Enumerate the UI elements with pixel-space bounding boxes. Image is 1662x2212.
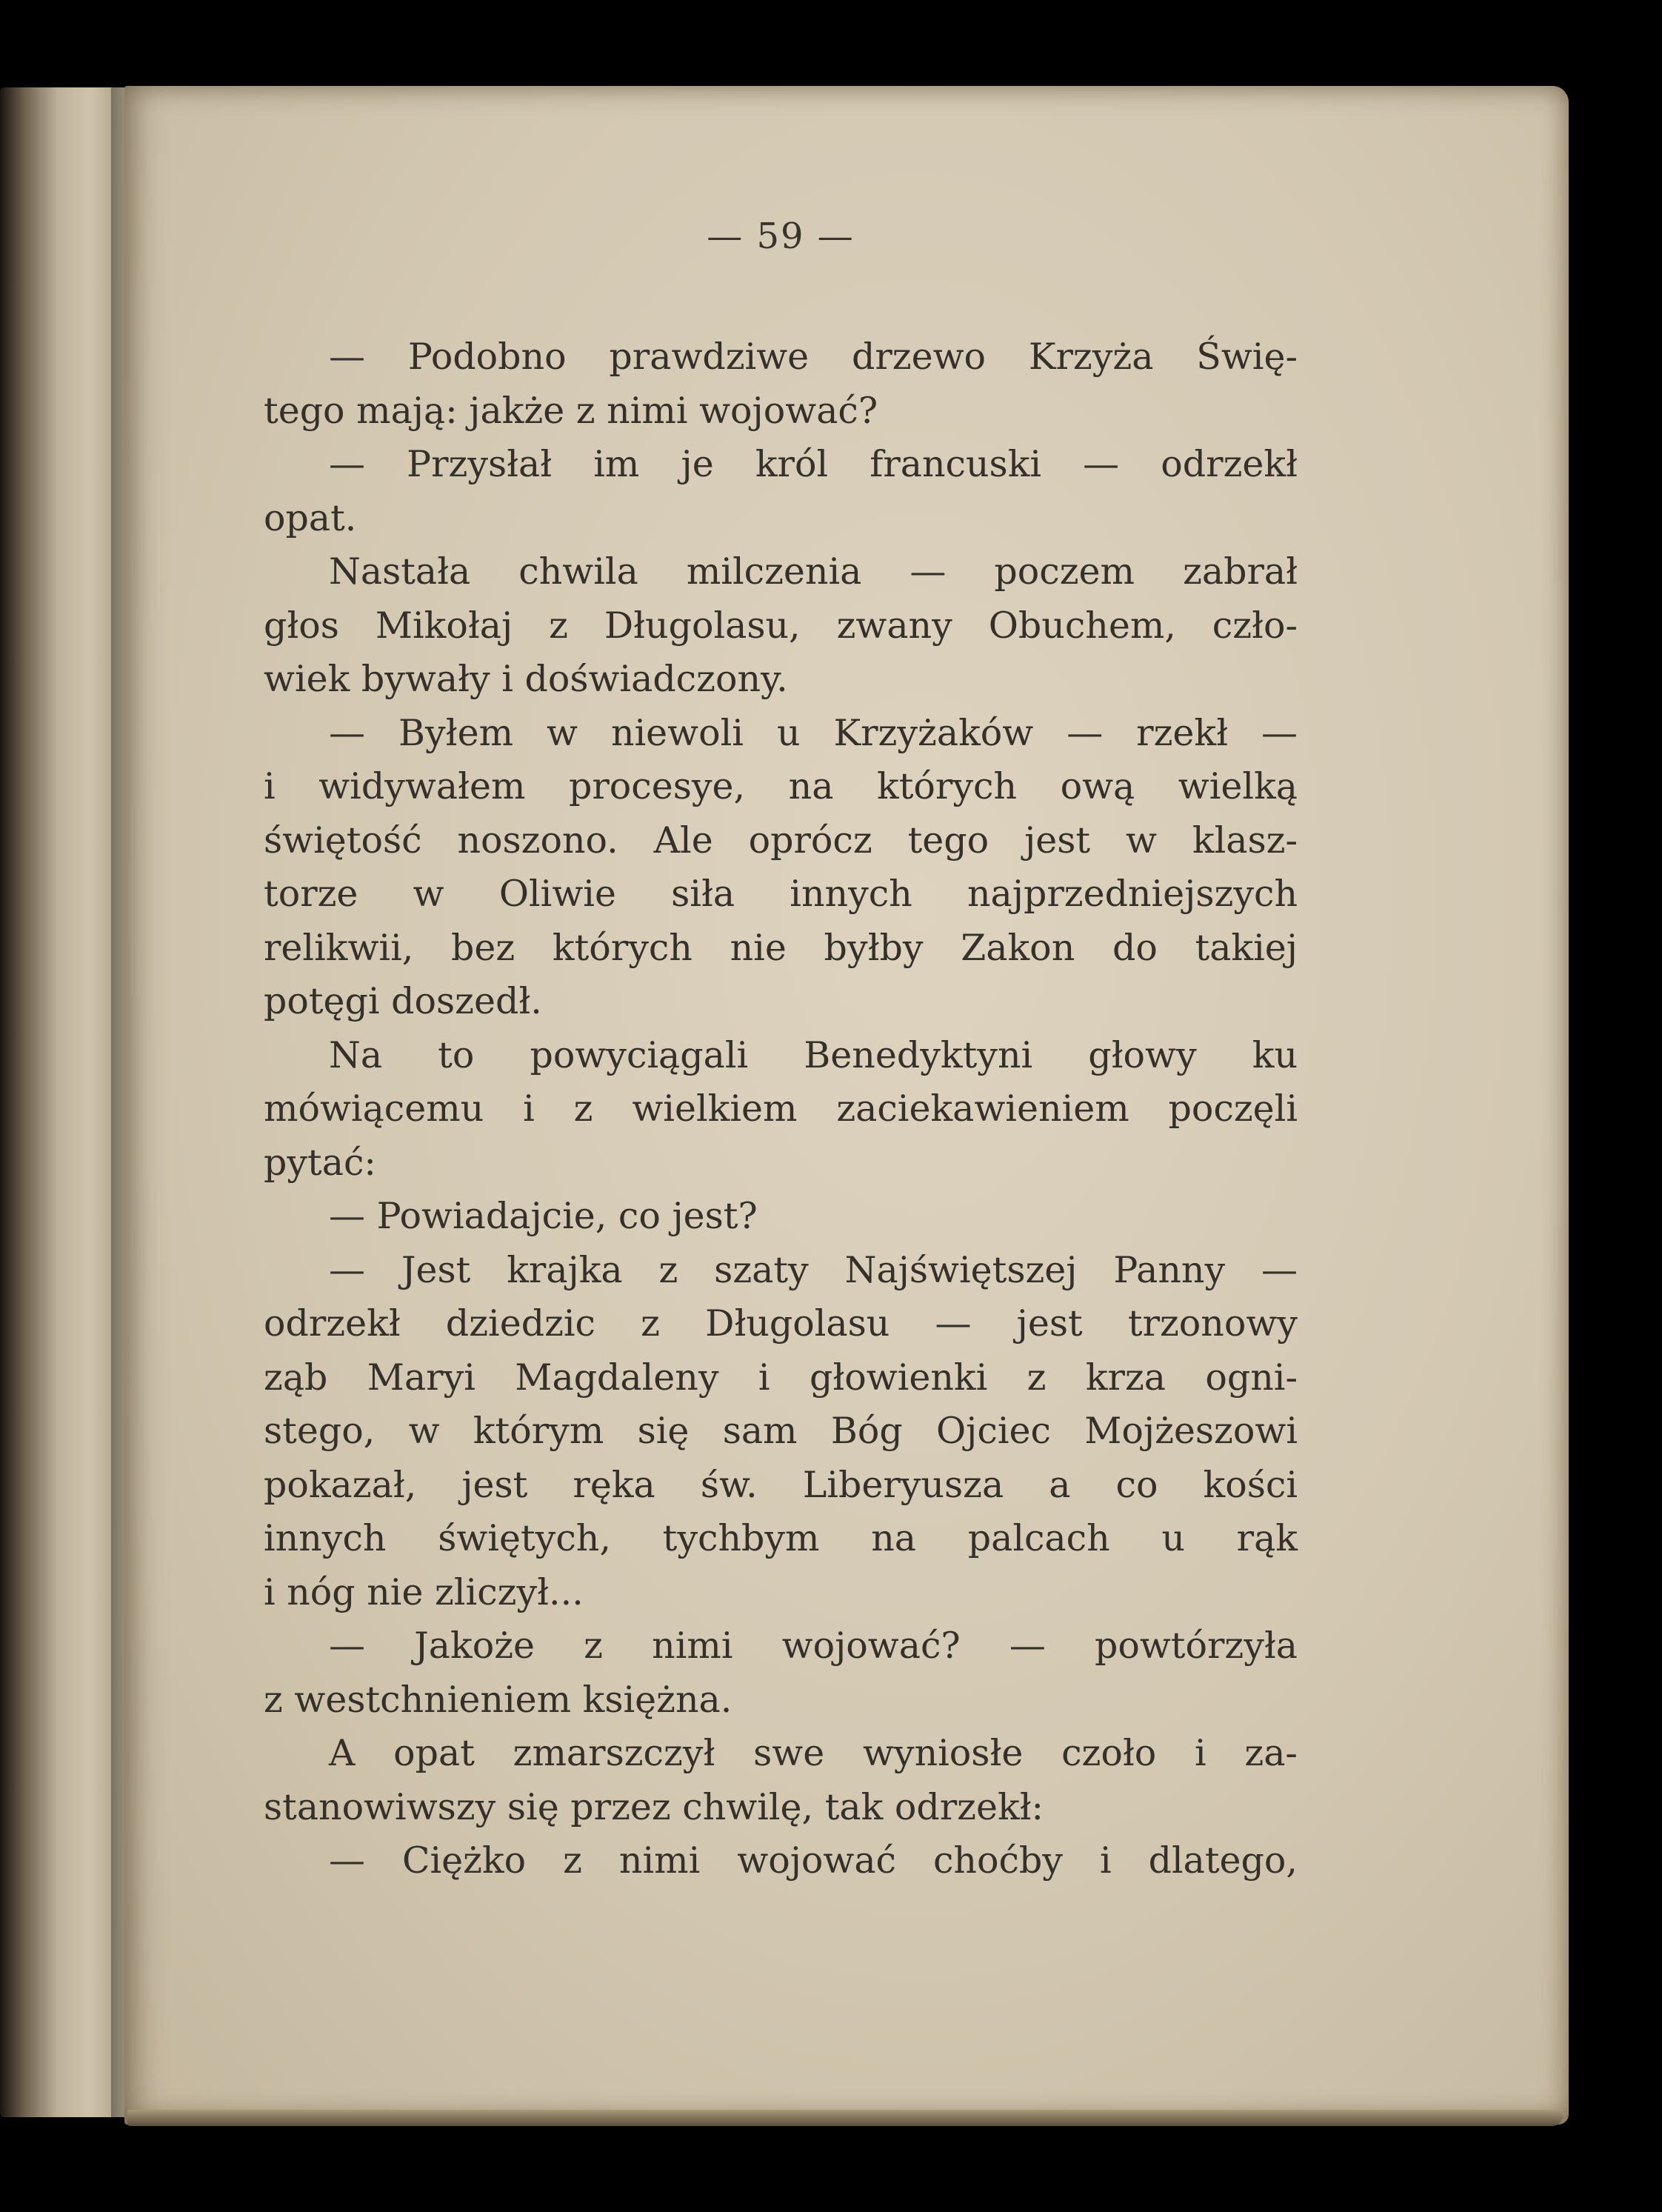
text-line: z westchnieniem księżna. bbox=[264, 1678, 732, 1721]
text-line: ząb Maryi Magdaleny i głowienki z krza ogni- bbox=[264, 1356, 1298, 1399]
text-line: Na to powyciągali Benedyktyni głowy ku bbox=[329, 1033, 1298, 1076]
text-line: świętość noszono. Ale oprócz tego jest w klasz- bbox=[264, 819, 1298, 862]
text-line: — Podobno prawdziwe drzewo Krzyża Świę- bbox=[329, 336, 1298, 378]
page-bottom-edge bbox=[127, 2110, 1563, 2126]
text-line: — Przysłał im je król francuski — odrzekł bbox=[329, 443, 1298, 485]
text-line: — Jest krajka z szaty Najświętszej Panny — bbox=[329, 1248, 1298, 1291]
text-line: stanowiwszy się przez chwilę, tak odrzekł: bbox=[264, 1785, 1044, 1828]
text-line: — Powiadajcie, co jest? bbox=[329, 1195, 758, 1237]
text-line: pytać: bbox=[264, 1141, 376, 1184]
text-line: Nastała chwila milczenia — poczem zabrał bbox=[329, 550, 1298, 593]
text-line: i nóg nie zliczył... bbox=[264, 1570, 584, 1613]
text-line: — Byłem w niewoli u Krzyżaków — rzekł — bbox=[329, 711, 1298, 754]
text-line: mówiącemu i z wielkiem zaciekawieniem poczęli bbox=[264, 1087, 1298, 1130]
text-line: pokazał, jest ręka św. Liberyusza a co kości bbox=[264, 1463, 1298, 1506]
text-line: wiek bywały i doświadczony. bbox=[264, 658, 788, 700]
text-line: torze w Oliwie siła innych najprzedniejszych bbox=[264, 873, 1298, 915]
text-line: i widywałem procesye, na których ową wielką bbox=[264, 765, 1298, 807]
text-line: potęgi doszedł. bbox=[264, 980, 542, 1022]
page-number: — 59 — bbox=[707, 216, 855, 257]
text-line: — Jakoże z nimi wojować? — powtórzyła bbox=[329, 1625, 1298, 1667]
text-line: — Ciężko z nimi wojować choćby i dlatego, bbox=[329, 1839, 1298, 1882]
text-line: stego, w którym się sam Bóg Ojciec Mojżeszowi bbox=[264, 1410, 1298, 1452]
previous-page-edge bbox=[0, 87, 127, 2117]
text-line: tego mają: jakże z nimi wojować? bbox=[264, 389, 878, 432]
text-line: głos Mikołaj z Długolasu, zwany Obuchem, czło- bbox=[264, 604, 1298, 647]
text-line: A opat zmarszczył swe wyniosłe czoło i za- bbox=[329, 1732, 1298, 1774]
text-line: relikwii, bez których nie byłby Zakon do takiej bbox=[264, 926, 1298, 969]
text-line: innych świętych, tychbym na palcach u rąk bbox=[264, 1517, 1298, 1559]
text-line: opat. bbox=[264, 496, 357, 539]
text-line: odrzekł dziedzic z Długolasu — jest trzonowy bbox=[264, 1302, 1298, 1345]
